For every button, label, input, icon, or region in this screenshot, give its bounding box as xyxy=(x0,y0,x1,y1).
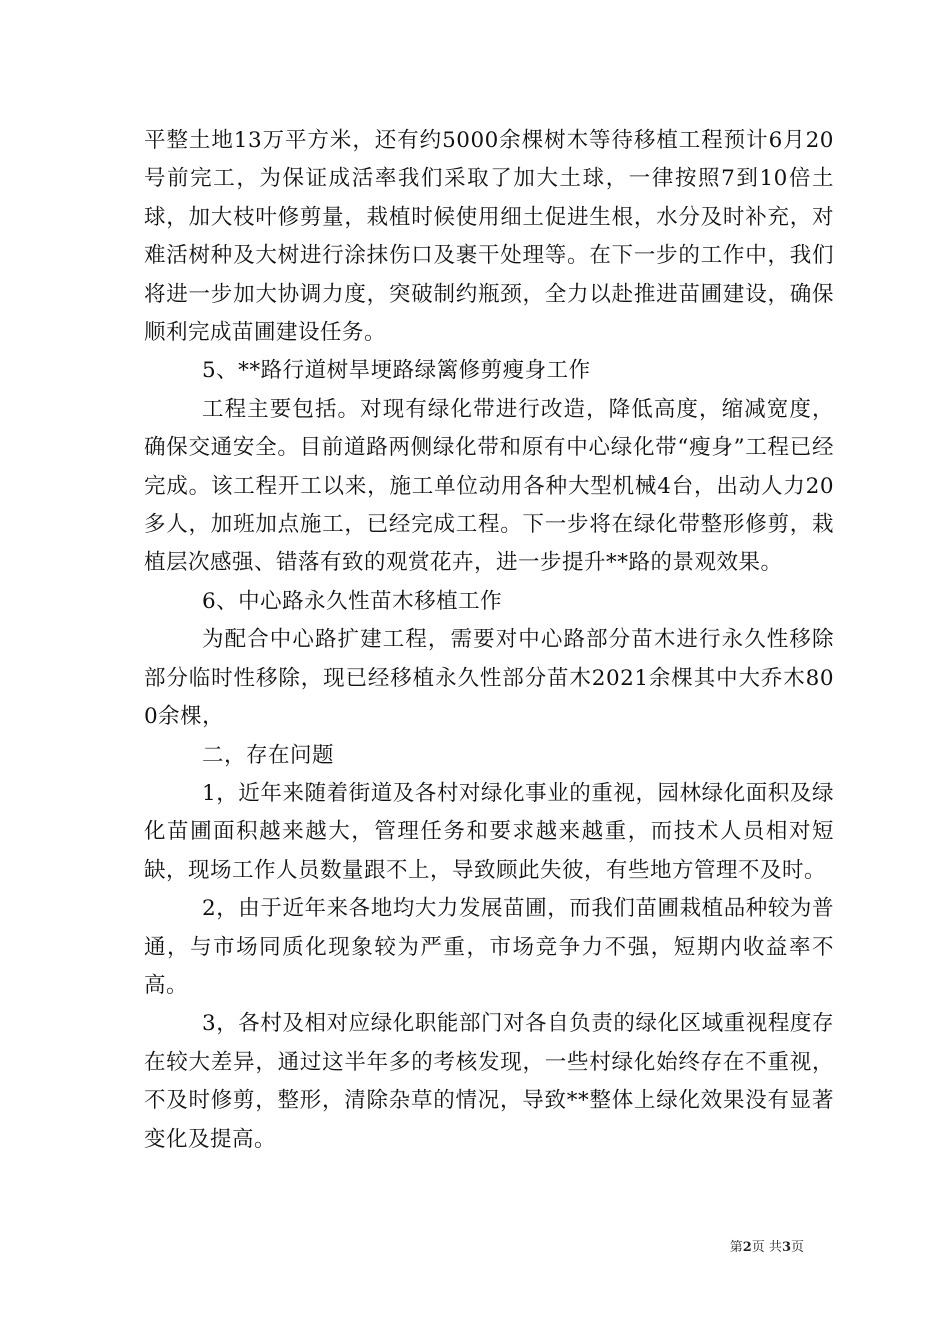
document-body xyxy=(144,122,834,1159)
paragraph-hedge-trimming: 工程主要包括。对现有绿化带进行改造，降低高度，缩减宽度，确保交通安全。目前道路两侧绿化带和原有中心绿化带“瘦身”工程已经完成。该工程开工以来，施工单位动用各种大型机械4台，出动人力20多人，加班加点施工，已经完成工程。下一步将在绿化带整形修剪，栽植层次感强、错落有致的观赏花卉，进一步提升**路的景观效果。 xyxy=(144,396,834,576)
footer-page-number: 2 xyxy=(742,1240,752,1255)
page-footer xyxy=(730,1240,804,1256)
footer-prefix: 第 xyxy=(729,1240,743,1255)
footer-total-pages: 3 xyxy=(781,1240,791,1255)
section-heading-transplant: 6、中心路永久性苗木移植工作 xyxy=(202,588,503,614)
footer-suffix: 页 xyxy=(790,1240,804,1255)
paragraph-problem-3: 3，各村及相对应绿化职能部门对各自负责的绿化区域重视程度存在较大差异，通过这半年多的考核发现，一些村绿化始终存在不重视，不及时修剪，整形，清除杂草的情况，导致**整体上绿化效果没有显著变化及提高。 xyxy=(144,1011,834,1152)
paragraph-problem-2: 2，由于近年来各地均大力发展苗圃，而我们苗圃栽植品种较为普通，与市场同质化现象较为严重，市场竞争力不强，短期内收益率不高。 xyxy=(144,896,834,998)
paragraph-transplant: 为配合中心路扩建工程，需要对中心路部分苗木进行永久性移除部分临时性移除，现已经移植永久性部分苗木2021余棵其中大乔木800余棵， xyxy=(144,627,834,730)
paragraph-problem-1: 1，近年来随着街道及各村对绿化事业的重视，园林绿化面积及绿化苗圃面积越来越大，管理任务和要求越来越重，而技术人员相对短缺，现场工作人员数量跟不上，导致顾此失彼，有些地方管理不及时。 xyxy=(144,780,834,883)
paragraph-nursery-progress: 平整土地13万平方米，还有约5000余棵树木等待移植工程预计6月20号前完工，为保证成活率我们采取了加大土球，一律按照7到10倍土球，加大枝叶修剪量，栽植时候使用细土促进生根，水分及时补充，对难活树种及大树进行涂抹伤口及裹干处理等。在下一步的工作中，我们将进一步加大协调力度，突破制约瓶颈，全力以赴推进苗圃建设，确保顺利完成苗圃建设任务。 xyxy=(144,128,834,346)
footer-middle: 页 共 xyxy=(751,1240,782,1255)
section-heading-problems: 二，存在问题 xyxy=(202,742,335,768)
section-heading-hedge-trimming: 5、**路行道树旱埂路绿篱修剪瘦身工作 xyxy=(202,358,591,384)
